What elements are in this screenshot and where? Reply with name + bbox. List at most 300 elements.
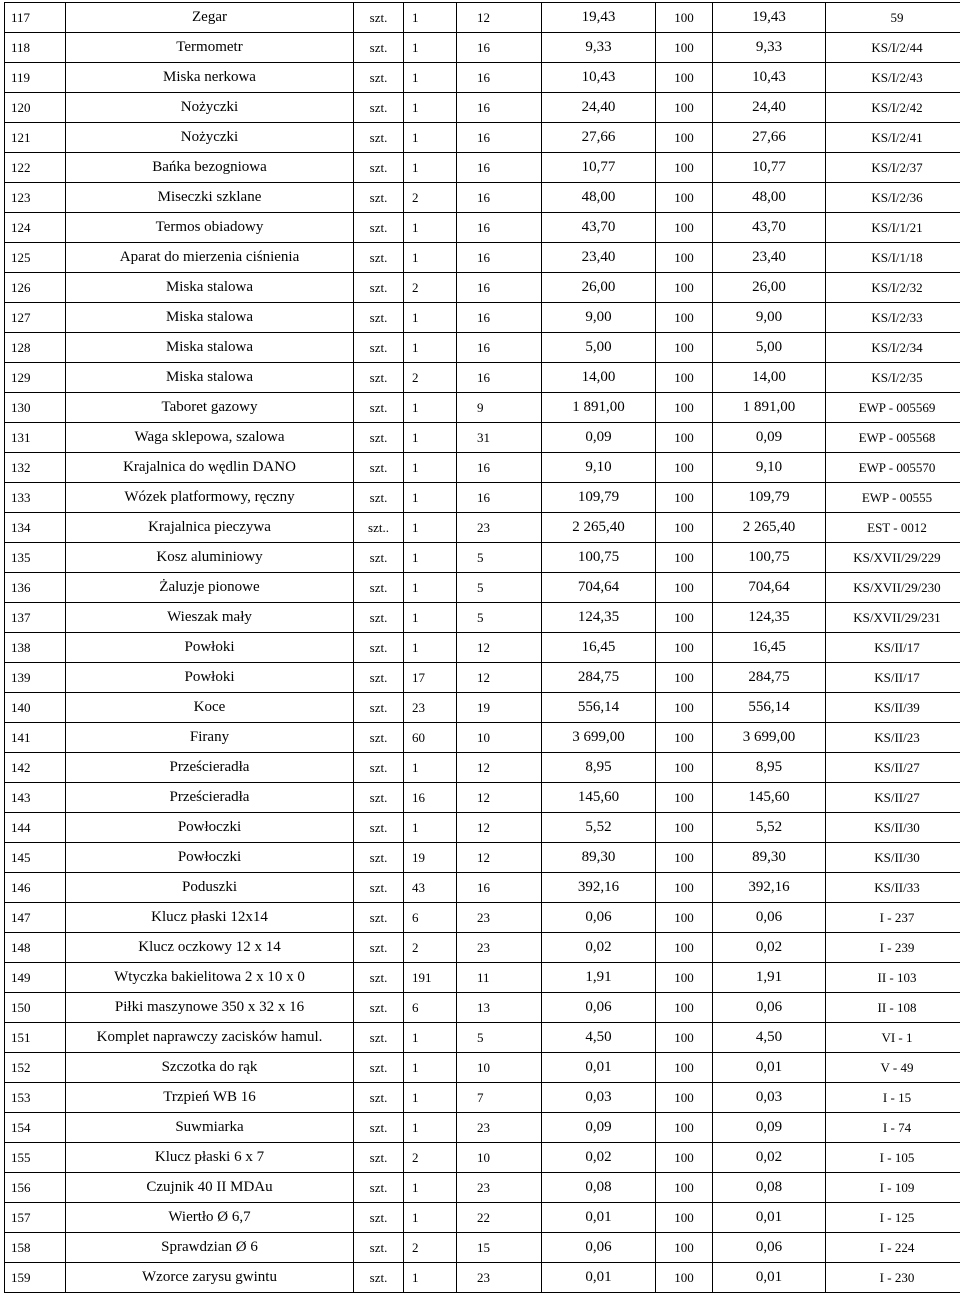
inventory-symbol-cell: KS/I/2/33 — [826, 303, 960, 333]
value-cell: 10,43 — [542, 63, 656, 93]
quantity-cell: 19 — [404, 843, 457, 873]
table-row — [5, 963, 960, 993]
quantity-cell: 23 — [404, 693, 457, 723]
inventory-symbol-cell: I - 105 — [826, 1143, 960, 1173]
inventory-symbol-cell: KS/I/2/35 — [826, 363, 960, 393]
depreciation-cell: 5,52 — [713, 813, 826, 843]
value-cell: 24,40 — [542, 93, 656, 123]
percent-cell: 100 — [656, 693, 713, 723]
unit-cell: szt. — [354, 933, 404, 963]
depreciation-cell: 14,00 — [713, 363, 826, 393]
value-cell: 19,43 — [542, 3, 656, 33]
percent-cell: 100 — [656, 513, 713, 543]
percent-cell: 100 — [656, 453, 713, 483]
depreciation-cell: 392,16 — [713, 873, 826, 903]
depreciation-cell: 0,02 — [713, 1143, 826, 1173]
row-number-cell: 132 — [5, 453, 66, 483]
item-name-cell: Powłoki — [66, 633, 354, 663]
depreciation-cell: 284,75 — [713, 663, 826, 693]
item-name-cell: Prześcieradła — [66, 783, 354, 813]
inventory-symbol-cell: KS/I/2/42 — [826, 93, 960, 123]
item-name-cell: Wzorce zarysu gwintu — [66, 1263, 354, 1293]
unit-cell: szt. — [354, 633, 404, 663]
depreciation-cell: 0,03 — [713, 1083, 826, 1113]
quantity-cell: 1 — [404, 213, 457, 243]
table-row — [5, 1023, 960, 1053]
rate-cell: 5 — [457, 573, 542, 603]
item-name-cell: Miska stalowa — [66, 273, 354, 303]
percent-cell: 100 — [656, 543, 713, 573]
item-name-cell: Wózek platformowy, ręczny — [66, 483, 354, 513]
depreciation-cell: 24,40 — [713, 93, 826, 123]
unit-cell: szt. — [354, 243, 404, 273]
percent-cell: 100 — [656, 363, 713, 393]
quantity-cell: 2 — [404, 933, 457, 963]
value-cell: 5,00 — [542, 333, 656, 363]
unit-cell: szt. — [354, 1083, 404, 1113]
rate-cell: 10 — [457, 723, 542, 753]
table-row — [5, 483, 960, 513]
unit-cell: szt. — [354, 693, 404, 723]
depreciation-cell: 5,00 — [713, 333, 826, 363]
percent-cell: 100 — [656, 753, 713, 783]
percent-cell: 100 — [656, 963, 713, 993]
item-name-cell: Miska stalowa — [66, 303, 354, 333]
inventory-symbol-cell: EWP - 005570 — [826, 453, 960, 483]
table-row — [5, 273, 960, 303]
depreciation-cell: 0,06 — [713, 993, 826, 1023]
depreciation-cell: 19,43 — [713, 3, 826, 33]
rate-cell: 16 — [457, 453, 542, 483]
table-row — [5, 1233, 960, 1263]
row-number-cell: 131 — [5, 423, 66, 453]
rate-cell: 23 — [457, 933, 542, 963]
percent-cell: 100 — [656, 843, 713, 873]
row-number-cell: 141 — [5, 723, 66, 753]
rate-cell: 16 — [457, 213, 542, 243]
row-number-cell: 155 — [5, 1143, 66, 1173]
row-number-cell: 127 — [5, 303, 66, 333]
item-name-cell: Powłoki — [66, 663, 354, 693]
quantity-cell: 1 — [404, 1083, 457, 1113]
depreciation-cell: 109,79 — [713, 483, 826, 513]
item-name-cell: Nożyczki — [66, 123, 354, 153]
value-cell: 0,02 — [542, 933, 656, 963]
row-number-cell: 142 — [5, 753, 66, 783]
rate-cell: 16 — [457, 183, 542, 213]
quantity-cell: 1 — [404, 93, 457, 123]
value-cell: 26,00 — [542, 273, 656, 303]
table-row — [5, 423, 960, 453]
quantity-cell: 1 — [404, 243, 457, 273]
value-cell: 27,66 — [542, 123, 656, 153]
inventory-symbol-cell: KS/I/2/32 — [826, 273, 960, 303]
item-name-cell: Krajalnica do wędlin DANO — [66, 453, 354, 483]
rate-cell: 16 — [457, 363, 542, 393]
quantity-cell: 1 — [404, 1173, 457, 1203]
value-cell: 0,01 — [542, 1203, 656, 1233]
item-name-cell: Prześcieradła — [66, 753, 354, 783]
depreciation-cell: 9,10 — [713, 453, 826, 483]
table-row — [5, 33, 960, 63]
row-number-cell: 158 — [5, 1233, 66, 1263]
item-name-cell: Powłoczki — [66, 813, 354, 843]
quantity-cell: 1 — [404, 483, 457, 513]
unit-cell: szt. — [354, 873, 404, 903]
inventory-symbol-cell: V - 49 — [826, 1053, 960, 1083]
value-cell: 0,01 — [542, 1263, 656, 1293]
percent-cell: 100 — [656, 1143, 713, 1173]
row-number-cell: 145 — [5, 843, 66, 873]
item-name-cell: Zegar — [66, 3, 354, 33]
inventory-symbol-cell: KS/II/30 — [826, 813, 960, 843]
quantity-cell: 1 — [404, 423, 457, 453]
depreciation-cell: 2 265,40 — [713, 513, 826, 543]
row-number-cell: 150 — [5, 993, 66, 1023]
row-number-cell: 153 — [5, 1083, 66, 1113]
inventory-symbol-cell: KS/I/2/36 — [826, 183, 960, 213]
quantity-cell: 1 — [404, 1263, 457, 1293]
value-cell: 14,00 — [542, 363, 656, 393]
percent-cell: 100 — [656, 213, 713, 243]
value-cell: 5,52 — [542, 813, 656, 843]
row-number-cell: 151 — [5, 1023, 66, 1053]
table-row — [5, 813, 960, 843]
table-row — [5, 843, 960, 873]
percent-cell: 100 — [656, 183, 713, 213]
row-number-cell: 156 — [5, 1173, 66, 1203]
table-row — [5, 723, 960, 753]
item-name-cell: Suwmiarka — [66, 1113, 354, 1143]
inventory-symbol-cell: I - 224 — [826, 1233, 960, 1263]
table-row — [5, 153, 960, 183]
percent-cell: 100 — [656, 153, 713, 183]
percent-cell: 100 — [656, 933, 713, 963]
quantity-cell: 2 — [404, 1143, 457, 1173]
rate-cell: 12 — [457, 813, 542, 843]
unit-cell: szt. — [354, 123, 404, 153]
unit-cell: szt. — [354, 3, 404, 33]
row-number-cell: 123 — [5, 183, 66, 213]
inventory-symbol-cell: KS/XVII/29/231 — [826, 603, 960, 633]
unit-cell: szt. — [354, 423, 404, 453]
row-number-cell: 139 — [5, 663, 66, 693]
unit-cell: szt. — [354, 303, 404, 333]
value-cell: 0,09 — [542, 423, 656, 453]
depreciation-cell: 16,45 — [713, 633, 826, 663]
quantity-cell: 1 — [404, 603, 457, 633]
depreciation-cell: 89,30 — [713, 843, 826, 873]
unit-cell: szt. — [354, 1113, 404, 1143]
rate-cell: 16 — [457, 63, 542, 93]
unit-cell: szt. — [354, 153, 404, 183]
rate-cell: 22 — [457, 1203, 542, 1233]
inventory-symbol-cell: KS/II/23 — [826, 723, 960, 753]
percent-cell: 100 — [656, 1023, 713, 1053]
value-cell: 2 265,40 — [542, 513, 656, 543]
rate-cell: 16 — [457, 333, 542, 363]
rate-cell: 16 — [457, 93, 542, 123]
depreciation-cell: 1 891,00 — [713, 393, 826, 423]
unit-cell: szt. — [354, 453, 404, 483]
value-cell: 89,30 — [542, 843, 656, 873]
rate-cell: 5 — [457, 603, 542, 633]
inventory-symbol-cell: KS/I/2/44 — [826, 33, 960, 63]
value-cell: 9,33 — [542, 33, 656, 63]
depreciation-cell: 48,00 — [713, 183, 826, 213]
unit-cell: szt. — [354, 903, 404, 933]
item-name-cell: Wieszak mały — [66, 603, 354, 633]
quantity-cell: 1 — [404, 453, 457, 483]
depreciation-cell: 9,33 — [713, 33, 826, 63]
item-name-cell: Żaluzje pionowe — [66, 573, 354, 603]
item-name-cell: Miska stalowa — [66, 363, 354, 393]
table-row — [5, 753, 960, 783]
row-number-cell: 157 — [5, 1203, 66, 1233]
depreciation-cell: 1,91 — [713, 963, 826, 993]
depreciation-cell: 9,00 — [713, 303, 826, 333]
quantity-cell: 60 — [404, 723, 457, 753]
value-cell: 8,95 — [542, 753, 656, 783]
depreciation-cell: 556,14 — [713, 693, 826, 723]
quantity-cell: 2 — [404, 363, 457, 393]
unit-cell: szt. — [354, 363, 404, 393]
value-cell: 392,16 — [542, 873, 656, 903]
row-number-cell: 154 — [5, 1113, 66, 1143]
inventory-symbol-cell: I - 109 — [826, 1173, 960, 1203]
percent-cell: 100 — [656, 723, 713, 753]
rate-cell: 12 — [457, 783, 542, 813]
rate-cell: 12 — [457, 633, 542, 663]
percent-cell: 100 — [656, 633, 713, 663]
item-name-cell: Czujnik 40 II MDAu — [66, 1173, 354, 1203]
depreciation-cell: 0,01 — [713, 1203, 826, 1233]
item-name-cell: Miska nerkowa — [66, 63, 354, 93]
quantity-cell: 1 — [404, 153, 457, 183]
table-row — [5, 543, 960, 573]
rate-cell: 12 — [457, 753, 542, 783]
rate-cell: 12 — [457, 843, 542, 873]
inventory-symbol-cell: II - 103 — [826, 963, 960, 993]
quantity-cell: 1 — [404, 513, 457, 543]
depreciation-cell: 0,09 — [713, 1113, 826, 1143]
depreciation-cell: 0,01 — [713, 1263, 826, 1293]
item-name-cell: Wiertło Ø 6,7 — [66, 1203, 354, 1233]
row-number-cell: 129 — [5, 363, 66, 393]
percent-cell: 100 — [656, 993, 713, 1023]
depreciation-cell: 27,66 — [713, 123, 826, 153]
row-number-cell: 135 — [5, 543, 66, 573]
row-number-cell: 144 — [5, 813, 66, 843]
row-number-cell: 140 — [5, 693, 66, 723]
item-name-cell: Szczotka do rąk — [66, 1053, 354, 1083]
value-cell: 0,09 — [542, 1113, 656, 1143]
depreciation-cell: 100,75 — [713, 543, 826, 573]
unit-cell: szt.. — [354, 513, 404, 543]
depreciation-cell: 10,77 — [713, 153, 826, 183]
table-row — [5, 1203, 960, 1233]
percent-cell: 100 — [656, 783, 713, 813]
item-name-cell: Termometr — [66, 33, 354, 63]
rate-cell: 5 — [457, 1023, 542, 1053]
quantity-cell: 43 — [404, 873, 457, 903]
value-cell: 4,50 — [542, 1023, 656, 1053]
unit-cell: szt. — [354, 1173, 404, 1203]
quantity-cell: 1 — [404, 3, 457, 33]
unit-cell: szt. — [354, 543, 404, 573]
inventory-symbol-cell: EWP - 005568 — [826, 423, 960, 453]
inventory-symbol-cell: KS/II/27 — [826, 783, 960, 813]
value-cell: 43,70 — [542, 213, 656, 243]
row-number-cell: 124 — [5, 213, 66, 243]
depreciation-cell: 8,95 — [713, 753, 826, 783]
item-name-cell: Koce — [66, 693, 354, 723]
item-name-cell: Krajalnica pieczywa — [66, 513, 354, 543]
inventory-symbol-cell: I - 74 — [826, 1113, 960, 1143]
percent-cell: 100 — [656, 243, 713, 273]
item-name-cell: Termos obiadowy — [66, 213, 354, 243]
rate-cell: 11 — [457, 963, 542, 993]
rate-cell: 16 — [457, 33, 542, 63]
inventory-symbol-cell: KS/I/2/34 — [826, 333, 960, 363]
table-row — [5, 63, 960, 93]
quantity-cell: 6 — [404, 993, 457, 1023]
item-name-cell: Waga sklepowa, szalowa — [66, 423, 354, 453]
table-row — [5, 783, 960, 813]
table-row — [5, 333, 960, 363]
rate-cell: 10 — [457, 1143, 542, 1173]
row-number-cell: 148 — [5, 933, 66, 963]
table-row — [5, 573, 960, 603]
percent-cell: 100 — [656, 603, 713, 633]
row-number-cell: 118 — [5, 33, 66, 63]
row-number-cell: 125 — [5, 243, 66, 273]
item-name-cell: Powłoczki — [66, 843, 354, 873]
inventory-symbol-cell: I - 237 — [826, 903, 960, 933]
value-cell: 0,06 — [542, 903, 656, 933]
rate-cell: 23 — [457, 903, 542, 933]
item-name-cell: Wtyczka bakielitowa 2 x 10 x 0 — [66, 963, 354, 993]
item-name-cell: Miska stalowa — [66, 333, 354, 363]
item-name-cell: Taboret gazowy — [66, 393, 354, 423]
table-row — [5, 3, 960, 33]
unit-cell: szt. — [354, 63, 404, 93]
table-row — [5, 873, 960, 903]
quantity-cell: 1 — [404, 1113, 457, 1143]
unit-cell: szt. — [354, 1263, 404, 1293]
unit-cell: szt. — [354, 1023, 404, 1053]
depreciation-cell: 0,02 — [713, 933, 826, 963]
rate-cell: 16 — [457, 483, 542, 513]
depreciation-cell: 0,06 — [713, 1233, 826, 1263]
rate-cell: 7 — [457, 1083, 542, 1113]
table-row — [5, 933, 960, 963]
rate-cell: 12 — [457, 3, 542, 33]
inventory-symbol-cell: I - 230 — [826, 1263, 960, 1293]
item-name-cell: Komplet naprawczy zacisków hamul. — [66, 1023, 354, 1053]
inventory-symbol-cell: KS/II/33 — [826, 873, 960, 903]
inventory-symbol-cell: KS/II/17 — [826, 663, 960, 693]
depreciation-cell: 0,01 — [713, 1053, 826, 1083]
item-name-cell: Klucz płaski 12x14 — [66, 903, 354, 933]
item-name-cell: Firany — [66, 723, 354, 753]
depreciation-cell: 124,35 — [713, 603, 826, 633]
quantity-cell: 1 — [404, 63, 457, 93]
unit-cell: szt. — [354, 783, 404, 813]
inventory-symbol-cell: KS/I/2/37 — [826, 153, 960, 183]
table-row — [5, 303, 960, 333]
value-cell: 145,60 — [542, 783, 656, 813]
unit-cell: szt. — [354, 753, 404, 783]
inventory-symbol-cell: II - 108 — [826, 993, 960, 1023]
table-row — [5, 453, 960, 483]
unit-cell: szt. — [354, 993, 404, 1023]
table-row — [5, 183, 960, 213]
rate-cell: 10 — [457, 1053, 542, 1083]
unit-cell: szt. — [354, 273, 404, 303]
value-cell: 3 699,00 — [542, 723, 656, 753]
item-name-cell: Kosz aluminiowy — [66, 543, 354, 573]
quantity-cell: 1 — [404, 123, 457, 153]
rate-cell: 5 — [457, 543, 542, 573]
table-row — [5, 213, 960, 243]
rate-cell: 13 — [457, 993, 542, 1023]
table-row — [5, 693, 960, 723]
quantity-cell: 1 — [404, 33, 457, 63]
row-number-cell: 128 — [5, 333, 66, 363]
rate-cell: 16 — [457, 123, 542, 153]
row-number-cell: 130 — [5, 393, 66, 423]
quantity-cell: 16 — [404, 783, 457, 813]
depreciation-cell: 145,60 — [713, 783, 826, 813]
rate-cell: 23 — [457, 1113, 542, 1143]
inventory-table — [4, 2, 960, 1293]
depreciation-cell: 3 699,00 — [713, 723, 826, 753]
value-cell: 10,77 — [542, 153, 656, 183]
table-row — [5, 1053, 960, 1083]
value-cell: 1,91 — [542, 963, 656, 993]
inventory-symbol-cell: KS/II/17 — [826, 633, 960, 663]
item-name-cell: Nożyczki — [66, 93, 354, 123]
rate-cell: 12 — [457, 663, 542, 693]
value-cell: 124,35 — [542, 603, 656, 633]
row-number-cell: 133 — [5, 483, 66, 513]
depreciation-cell: 43,70 — [713, 213, 826, 243]
quantity-cell: 1 — [404, 1023, 457, 1053]
table-row — [5, 93, 960, 123]
inventory-symbol-cell: VI - 1 — [826, 1023, 960, 1053]
quantity-cell: 1 — [404, 333, 457, 363]
item-name-cell: Bańka bezogniowa — [66, 153, 354, 183]
row-number-cell: 121 — [5, 123, 66, 153]
unit-cell: szt. — [354, 603, 404, 633]
table-row — [5, 1143, 960, 1173]
percent-cell: 100 — [656, 123, 713, 153]
percent-cell: 100 — [656, 333, 713, 363]
quantity-cell: 1 — [404, 573, 457, 603]
table-row — [5, 903, 960, 933]
inventory-symbol-cell: I - 15 — [826, 1083, 960, 1113]
inventory-symbol-cell: KS/I/2/43 — [826, 63, 960, 93]
value-cell: 0,02 — [542, 1143, 656, 1173]
value-cell: 556,14 — [542, 693, 656, 723]
item-name-cell: Poduszki — [66, 873, 354, 903]
unit-cell: szt. — [354, 573, 404, 603]
item-name-cell: Piłki maszynowe 350 x 32 x 16 — [66, 993, 354, 1023]
depreciation-cell: 26,00 — [713, 273, 826, 303]
value-cell: 0,01 — [542, 1053, 656, 1083]
table-row — [5, 1083, 960, 1113]
